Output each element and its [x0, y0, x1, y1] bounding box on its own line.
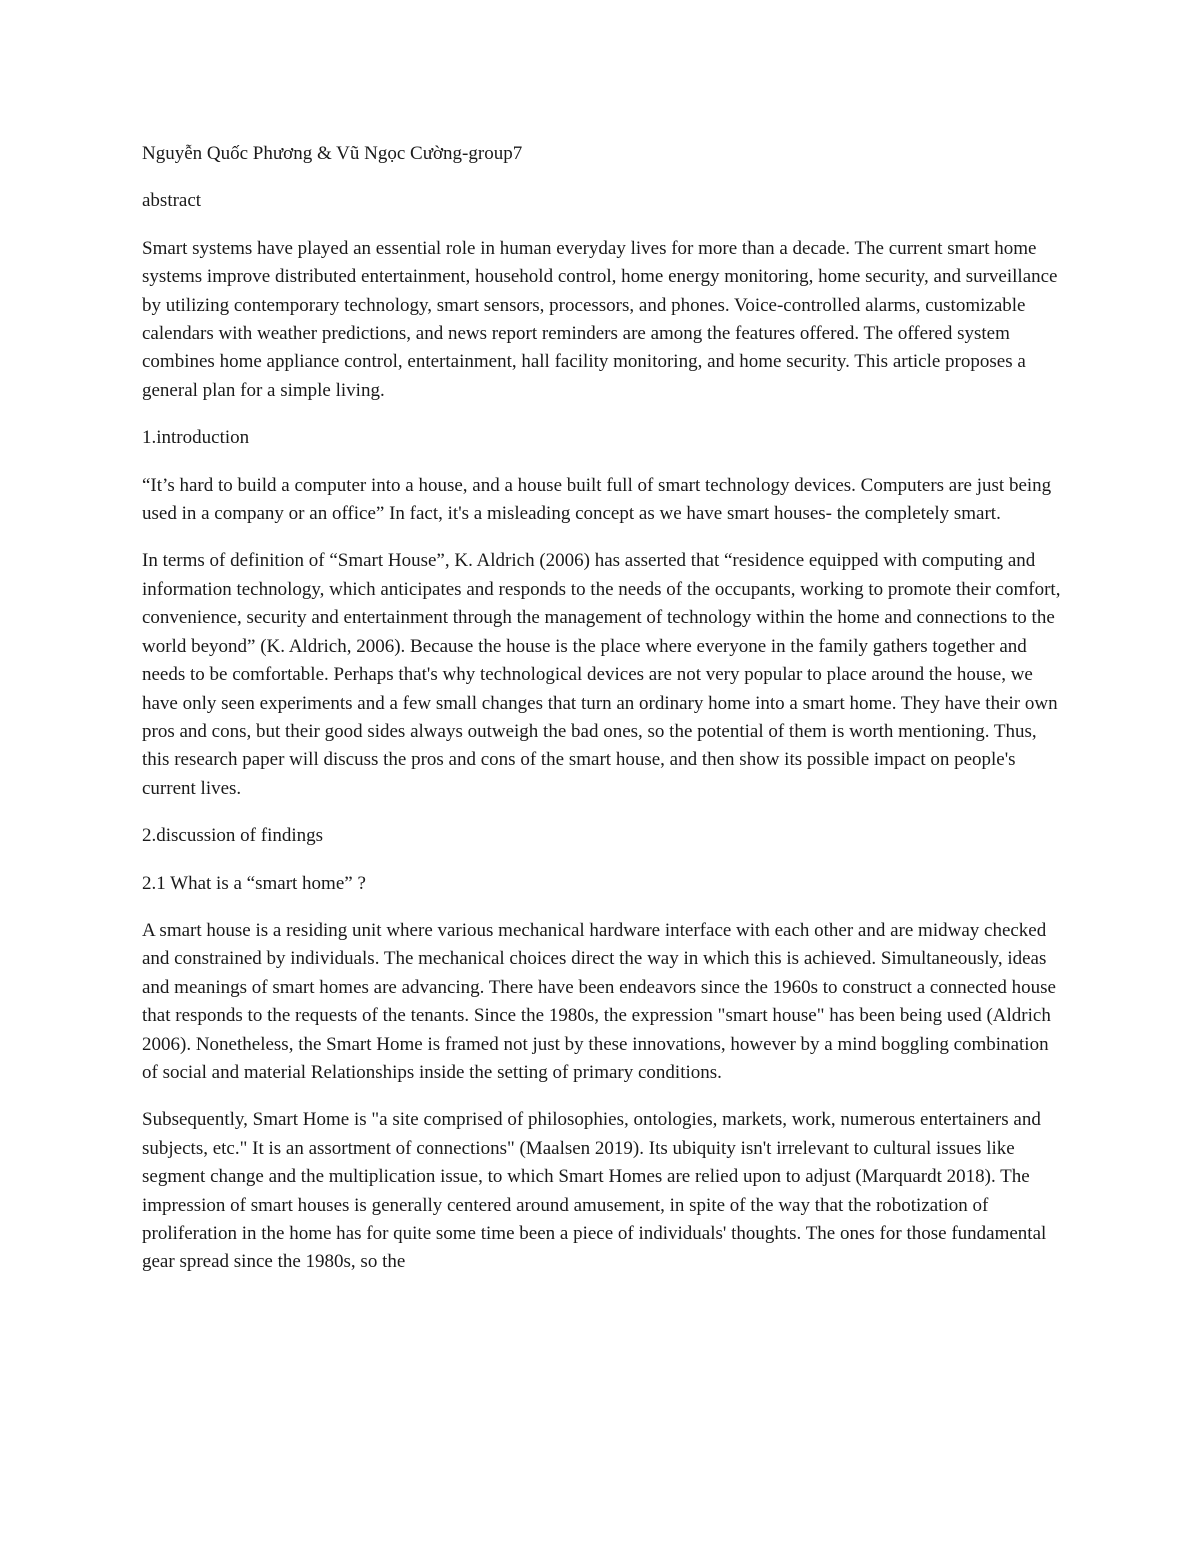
abstract-paragraph: Smart systems have played an essential role in human everyday lives for more than a decade. The current smart home systems improve distributed entertainment, household control, home energy monitoring, home security, and surveillance by utilizing contemporary technology, smart sensors, processors, and phones. Voice-controlled alarms, customizable calendars with weather predictions, and news report reminders are among the features offered. The offered system combines home appliance control, entertainment, hall facility monitoring, and home security. This article proposes a general plan for a simple living.: [142, 237, 1058, 401]
smart-home-paragraph-1: A smart house is a residing unit where various mechanical hardware interface with each other and are midway checked and constrained by individuals. The mechanical choices direct the way in which this is achieved. Simultaneously, ideas and meanings of smart homes are advancing. There have been endeavors since the 1960s to construct a connected house that responds to the requests of the tenants. Since the 1980s, the expression "smart house" has been being used (Aldrich 2006). Nonetheless, the Smart Home is framed not just by these innovations, however by a mind boggling combination of social and material Relationships inside the setting of primary conditions.: [142, 919, 1056, 1083]
findings-heading: 2.discussion of findings: [142, 825, 324, 847]
smart-home-paragraph-2: Subsequently, Smart Home is "a site comprised of philosophies, ontologies, markets, work, numerous entertainers and subjects, etc." It is an assortment of connections" (Maalsen 2019). Its ubiquity isn't irrelevant to cultural issues like segment change and the multiplication issue, to which Smart Homes are relied upon to adjust (Marquardt 2018). The impression of smart houses is generally centered around amusement, in spite of the way that the robotization of proliferation in the home has for quite some time been a piece of individuals' thoughts. The ones for those fundamental gear spread since the 1980s, so the: [142, 1109, 1047, 1273]
introduction-heading: 1.introduction: [142, 427, 250, 449]
document-page: [142, 140, 1062, 1296]
introduction-paragraph-2: In terms of definition of “Smart House”, K. Aldrich (2006) has asserted that “residence equipped with computing and information technology, which anticipates and responds to the needs of the occupants, working to promote their comfort, convenience, security and entertainment through the management of technology within the home and connections to the world beyond” (K. Aldrich, 2006). Because the house is the place where everyone in the family gathers together and needs to be comfortable. Perhaps that's why technological devices are not very popular to place around the house, we have only seen experiments and a few small changes that turn an ordinary home into a smart home. They have their own pros and cons, but their good sides always outweigh the bad ones, so the potential of them is worth mentioning. Thus, this research paper will discuss the pros and cons of the smart house, and then show its possible impact on people's current lives.: [142, 550, 1061, 799]
abstract-heading: abstract: [142, 190, 202, 212]
author-line: Nguyễn Quốc Phương & Vũ Ngọc Cường-group7: [142, 143, 523, 164]
subsection-heading: 2.1 What is a “smart home” ?: [142, 872, 366, 894]
introduction-paragraph-1: “It’s hard to build a computer into a house, and a house built full of smart technology devices. Computers are just being used in a company or an office” In fact, it's a misleading concept as we have smart houses- the completely smart.: [142, 474, 1052, 525]
